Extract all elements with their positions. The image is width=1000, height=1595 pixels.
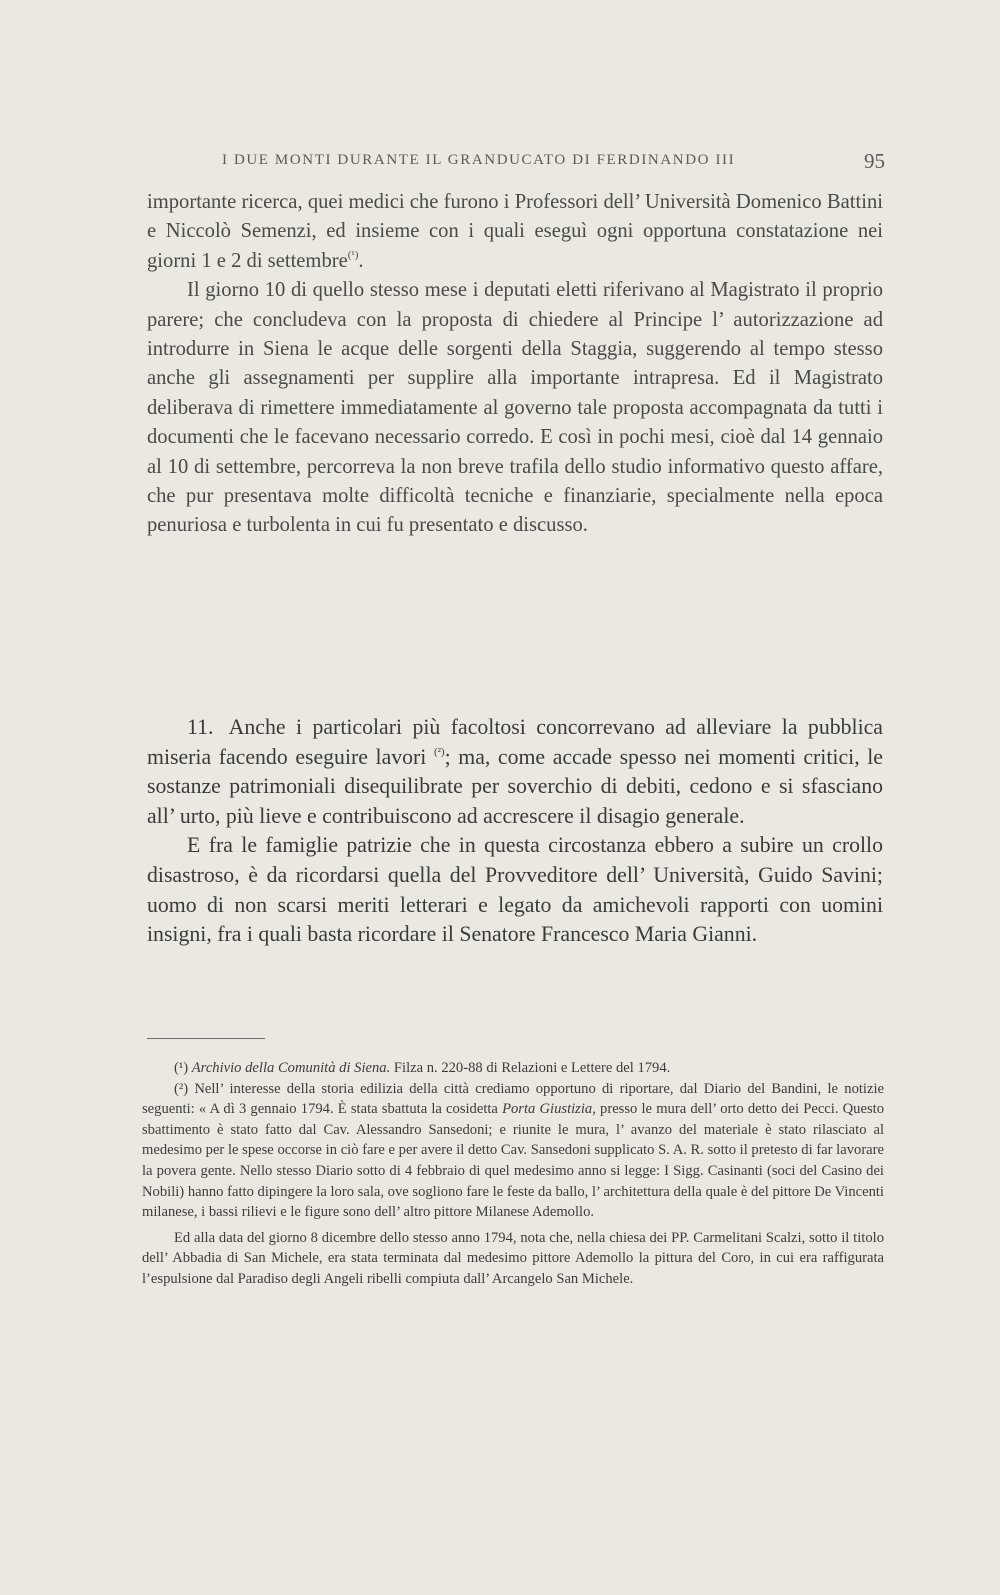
footnote-source: Archivio della Comunità di Siena. <box>191 1060 391 1076</box>
section-number: 11. <box>187 715 214 739</box>
paragraph: 11. Anche i particolari più facoltosi concorrevano ad alleviare la pubblica miseria facendo eseguire lavori $^{(^2)}$; ma, come accade spesso nei momenti critici, le sostanze patrimoniali disequilibrate per soverchio di debiti, cedono e si sfasciano all’ urto, più lieve e contribuiscono ad accrescere il disagio generale. <box>147 715 883 828</box>
running-head <box>150 149 885 174</box>
paragraph: E fra le famiglie patrizie che in questa circostanza ebbero a subire un crollo disastroso, è da ricordarsi quella del Provveditore dell’ Università, Guido Savini; uomo di non scarsi meriti letterari e legato da amichevoli rapporti con uomini insigni, fra i quali basta ricordare il Senatore Francesco Maria Gianni. <box>147 833 883 947</box>
paragraph: importante ricerca, quei medici che furono i Professori dell’ Università Domenico Battini e Niccolò Semenzi, ed insieme con i quali eseguì ogni opportuna constatazione nei giorni 1 e 2 di settembre$^{(^1)}$. <box>147 191 883 272</box>
paragraph: Il giorno 10 di quello stesso mese i deputati eletti riferivano al Magistrato il proprio parere; che concludeva con la proposta di chiedere al Principe l’ autorizzazione ad introdurre in Siena le acque delle sorgenti della Staggia, suggerendo al tempo stesso anche gli assegnamenti per supplire alla importante intrapresa. Ed il Magistrato deliberava di rimettere immediatamente al governo tale proposta accompagnata da tutti i documenti che le facevano necessario corredo. E così in pochi mesi, cioè dal 14 gennaio al 10 di settembre, percorreva la non breve trafila dello studio informativo questo affare, che pur presentava molte difficoltà tecniche e finanziarie, specialmente nella epoca penuriosa e turbolenta in cui fu presentato e discusso. <box>147 279 883 537</box>
paragraph-text: importante ricerca, quei medici che furono i Professori dell’ Università Domenico Battini e Niccolò Semenzi, ed insieme con i quali eseguì ogni opportuna constatazione nei giorni 1 e 2 di settembre <box>147 191 883 272</box>
footnote-2: (²) Nell’ interesse della storia edilizia della città crediamo opportuno di riportare, dal Diario del Bandini, le notizie seguenti: « A dì 3 gennaio 1794. È stata sbattuta la cosidetta Porta Giustizia, presso le mura dell’ orto detto dei Pecci. Questo sbattimento è stato fatto dal Cav. Alessandro Sansedoni; e riunite le mura, l’ avanzo del materiale è stato rilasciato al medesimo per le spese occorse in ciò fare e per avere il detto Cav. Sansedoni supplicato S. A. R. sotto il pretesto di far lavorare la povera gente. Nello stesso Diario sotto di 4 febbraio di quel medesimo anno si legge: I Sigg. Casinanti (soci del Casino dei Nobili) hanno fatto dipingere la loro sala, ove sogliono fare le feste da ballo, l’ architettura della quale è del pittore De Vincenti milanese, i bassi rilievi e le figure sono dell’ altro pittore Milanese Ademollo. <box>142 1080 884 1221</box>
footnote-mark: (¹) <box>174 1060 189 1076</box>
section-11 <box>147 713 883 950</box>
footnote-ref-1[interactable]: (¹) <box>347 248 359 261</box>
text-block-continuation <box>147 188 883 541</box>
page-number: 95 <box>864 149 885 173</box>
footnote-2-continued: Ed alla data del giorno 8 dicembre dello stesso anno 1794, nota che, nella chiesa dei PP. Carmelitani Scalzi, sotto il titolo dell’ Abbadia di San Michele, era stata terminata dal medesimo pittore Ademollo la pittura del Coro, in cui era raffigurata l’espulsione dal Paradiso degli Angeli ribelli compiuta dall’ Arcangelo San Michele. <box>142 1229 884 1287</box>
footnote-ref-2[interactable]: (²) <box>433 745 445 758</box>
footnote-1: (¹) Archivio della Comunità di Siena. Filza n. 220-88 di Relazioni e Lettere del 1794. <box>174 1060 671 1076</box>
footnotes <box>142 1058 884 1290</box>
footnote-mark: (²) <box>174 1080 189 1097</box>
running-title: I DUE MONTI DURANTE IL GRANDUCATO DI FERDINANDO III <box>222 152 736 168</box>
footnote-divider <box>147 1038 265 1039</box>
